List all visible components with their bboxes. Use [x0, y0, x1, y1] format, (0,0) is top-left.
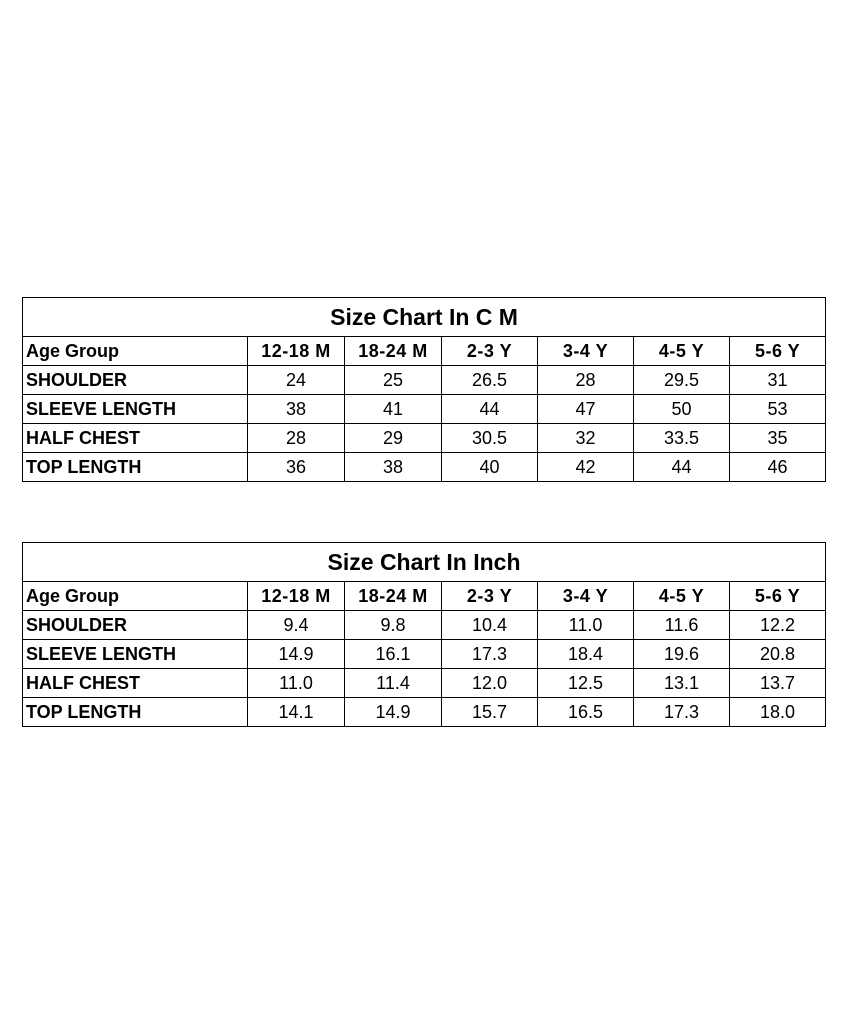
table-cell: 16.5 [538, 698, 634, 727]
table-cell: 14.9 [248, 640, 345, 669]
table-cell: 29.5 [634, 366, 730, 395]
column-header: 3-4 Y [538, 337, 634, 366]
table-cell: 42 [538, 453, 634, 482]
table-cell: 11.6 [634, 611, 730, 640]
table-cell: 35 [730, 424, 826, 453]
column-header: 12-18 M [248, 337, 345, 366]
row-label: SHOULDER [23, 611, 248, 640]
row-label: SLEEVE LENGTH [23, 395, 248, 424]
table-cell: 15.7 [442, 698, 538, 727]
table-cell: 53 [730, 395, 826, 424]
table-cell: 28 [538, 366, 634, 395]
table-cell: 18.4 [538, 640, 634, 669]
table-row [23, 640, 826, 669]
size-chart-inch-table [22, 542, 826, 727]
table-row [23, 395, 826, 424]
table-cell: 44 [442, 395, 538, 424]
table-cell: 13.1 [634, 669, 730, 698]
table-cell: 11.0 [248, 669, 345, 698]
table-cell: 14.9 [345, 698, 442, 727]
table-cell: 31 [730, 366, 826, 395]
table-header-row [23, 337, 826, 366]
table-cell: 20.8 [730, 640, 826, 669]
table-cell: 30.5 [442, 424, 538, 453]
table-cell: 24 [248, 366, 345, 395]
table-cell: 13.7 [730, 669, 826, 698]
table-cell: 12.2 [730, 611, 826, 640]
table-row [23, 611, 826, 640]
table-cell: 9.4 [248, 611, 345, 640]
table-cell: 12.5 [538, 669, 634, 698]
table-cell: 44 [634, 453, 730, 482]
table-cell: 40 [442, 453, 538, 482]
row-label: TOP LENGTH [23, 698, 248, 727]
table-title: Size Chart In Inch [23, 543, 826, 582]
table-cell: 25 [345, 366, 442, 395]
column-header: 4-5 Y [634, 582, 730, 611]
table-cell: 14.1 [248, 698, 345, 727]
row-label: SHOULDER [23, 366, 248, 395]
column-header: 2-3 Y [442, 582, 538, 611]
table-row [23, 424, 826, 453]
table-cell: 38 [345, 453, 442, 482]
table-cell: 11.0 [538, 611, 634, 640]
table-cell: 38 [248, 395, 345, 424]
column-header: 2-3 Y [442, 337, 538, 366]
table-row [23, 698, 826, 727]
table-title-row [23, 543, 826, 582]
column-header: 18-24 M [345, 582, 442, 611]
table-row [23, 453, 826, 482]
size-chart-cm-table [22, 297, 826, 482]
table-cell: 9.8 [345, 611, 442, 640]
table-cell: 33.5 [634, 424, 730, 453]
table-cell: 41 [345, 395, 442, 424]
row-label: TOP LENGTH [23, 453, 248, 482]
column-header: 4-5 Y [634, 337, 730, 366]
table-cell: 50 [634, 395, 730, 424]
table-cell: 19.6 [634, 640, 730, 669]
row-label: HALF CHEST [23, 424, 248, 453]
column-header: 5-6 Y [730, 337, 826, 366]
column-header: 5-6 Y [730, 582, 826, 611]
row-label: SLEEVE LENGTH [23, 640, 248, 669]
header-label: Age Group [23, 337, 248, 366]
table-cell: 11.4 [345, 669, 442, 698]
column-header: 3-4 Y [538, 582, 634, 611]
table-cell: 32 [538, 424, 634, 453]
table-title-row [23, 298, 826, 337]
table-cell: 26.5 [442, 366, 538, 395]
column-header: 18-24 M [345, 337, 442, 366]
table-row [23, 669, 826, 698]
table-cell: 16.1 [345, 640, 442, 669]
table-cell: 17.3 [442, 640, 538, 669]
table-header-row [23, 582, 826, 611]
table-row [23, 366, 826, 395]
table-cell: 12.0 [442, 669, 538, 698]
table-cell: 28 [248, 424, 345, 453]
table-cell: 29 [345, 424, 442, 453]
table-cell: 10.4 [442, 611, 538, 640]
table-title: Size Chart In C M [23, 298, 826, 337]
table-cell: 46 [730, 453, 826, 482]
table-cell: 47 [538, 395, 634, 424]
table-cell: 18.0 [730, 698, 826, 727]
header-label: Age Group [23, 582, 248, 611]
table-cell: 36 [248, 453, 345, 482]
table-cell: 17.3 [634, 698, 730, 727]
column-header: 12-18 M [248, 582, 345, 611]
row-label: HALF CHEST [23, 669, 248, 698]
